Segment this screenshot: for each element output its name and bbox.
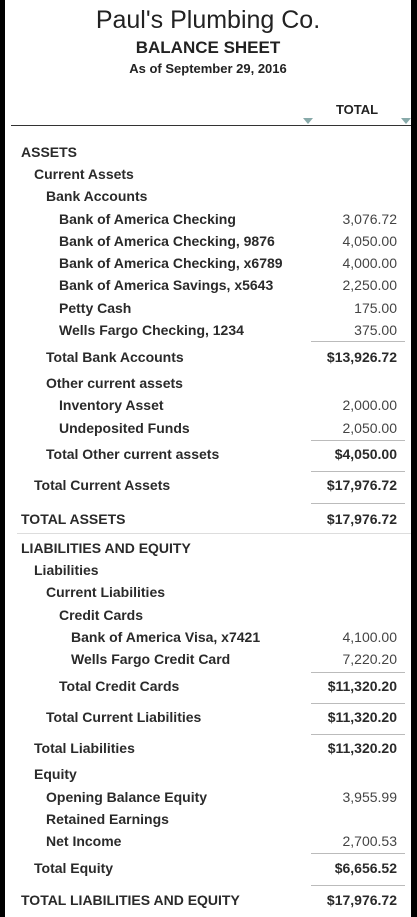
row-label: Liabilities [34,562,99,578]
row-amount[interactable]: $11,320.20 [327,678,397,694]
row-amount[interactable]: 3,955.99 [342,789,397,805]
row-label: LIABILITIES AND EQUITY [21,540,191,556]
row-label: Bank Accounts [46,188,148,204]
row-label: Current Assets [34,166,134,182]
row-amount[interactable]: $17,976.72 [326,477,397,493]
total-rule [311,503,405,504]
row-label: Net Income [46,833,122,849]
row-amount[interactable]: $4,050.00 [334,446,397,462]
report-title: BALANCE SHEET [135,38,281,57]
row-label: Total Bank Accounts [46,349,184,365]
row-amount[interactable]: 2,250.00 [342,277,397,293]
row-label: Total Credit Cards [59,678,180,694]
row-label: Total Current Assets [34,477,171,493]
total-rule [311,440,405,441]
row-label: Bank of America Savings, x5643 [59,277,274,293]
row-label: TOTAL LIABILITIES AND EQUITY [21,892,240,908]
report-date: As of September 29, 2016 [129,61,287,76]
balance-sheet-report [5,0,411,917]
row-amount[interactable]: 2,700.53 [342,833,397,849]
row-amount[interactable]: 2,050.00 [342,420,397,436]
total-rule [311,703,405,704]
row-label: Bank of America Checking, x6789 [59,255,283,271]
row-label: Bank of America Checking [59,211,236,227]
row-label: Opening Balance Equity [46,789,208,805]
row-label: Retained Earnings [46,811,169,827]
row-label: Bank of America Visa, x7421 [71,629,261,645]
row-label: Other current assets [46,375,183,391]
row-label: TOTAL ASSETS [21,511,126,527]
total-rule [311,341,405,342]
row-label: Total Equity [34,860,114,876]
row-amount[interactable]: 4,100.00 [342,629,397,645]
row-amount[interactable]: $11,320.20 [327,709,397,725]
total-rule [311,853,405,854]
row-amount[interactable]: $11,320.20 [327,740,397,756]
row-amount[interactable]: 4,050.00 [342,233,397,249]
row-amount[interactable]: $6,656.52 [334,860,397,876]
row-amount[interactable]: 175.00 [354,300,397,316]
total-rule [311,672,405,673]
row-label: Petty Cash [59,300,132,316]
row-label: Bank of America Checking, 9876 [59,233,275,249]
row-amount[interactable]: 3,076.72 [342,211,397,227]
total-rule [311,471,405,472]
section-divider [17,533,411,534]
row-label: Wells Fargo Credit Card [71,651,231,667]
row-amount[interactable]: $17,976.72 [326,892,397,908]
row-amount[interactable]: 375.00 [354,322,397,338]
row-label: Total Liabilities [34,740,135,756]
row-amount[interactable]: 4,000.00 [342,255,397,271]
total-rule [311,885,405,886]
row-label: Equity [34,766,77,782]
company-name: Paul's Plumbing Co. [95,6,321,34]
row-label: Inventory Asset [59,397,164,413]
row-label: Undeposited Funds [59,420,190,436]
total-column-header[interactable]: TOTAL [335,102,379,117]
total-rule [311,734,405,735]
row-label: Wells Fargo Checking, 1234 [59,322,244,338]
row-amount[interactable]: $13,926.72 [326,349,397,365]
column-sort-icon[interactable] [303,118,313,124]
column-resize-icon[interactable] [401,118,411,124]
row-label: Total Other current assets [46,446,220,462]
row-label: ASSETS [21,144,78,160]
row-amount[interactable]: 2,000.00 [342,397,397,413]
header-divider [11,125,411,126]
row-amount[interactable]: $17,976.72 [326,511,397,527]
row-label: Total Current Liabilities [46,709,202,725]
row-label: Credit Cards [59,607,144,623]
row-amount[interactable]: 7,220.20 [342,651,397,667]
row-label: Current Liabilities [46,584,166,600]
